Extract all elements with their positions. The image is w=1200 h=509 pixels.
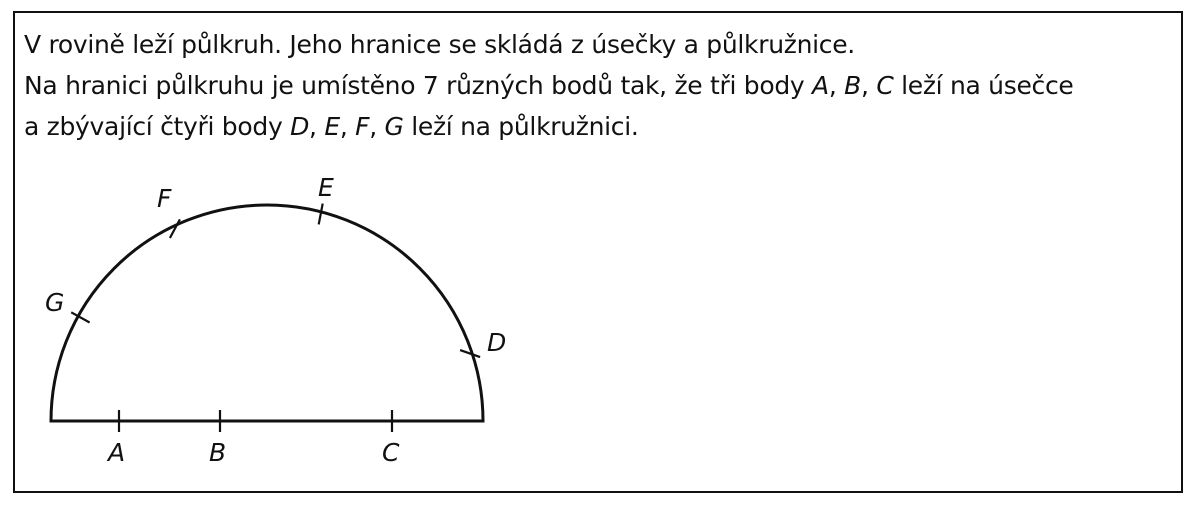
label-e: E bbox=[318, 173, 334, 202]
point-name-c: C bbox=[876, 71, 894, 100]
point-name-b: B bbox=[844, 71, 862, 100]
label-g: G bbox=[45, 288, 65, 317]
statement-line-1: V rovině leží půlkruh. Jeho hranice se skládá z úsečky a půlkružnice. bbox=[24, 30, 855, 59]
point-name-a: A bbox=[812, 71, 829, 100]
label-c: C bbox=[382, 438, 400, 467]
point-name-f: F bbox=[355, 112, 370, 141]
label-a: A bbox=[108, 438, 126, 467]
semicircle-arc bbox=[51, 205, 483, 421]
label-d: D bbox=[487, 328, 507, 357]
label-b: B bbox=[209, 438, 227, 467]
point-name-e: E bbox=[324, 112, 340, 141]
tick-e bbox=[319, 204, 323, 225]
point-name-d: D bbox=[290, 112, 310, 141]
statement-line-2: Na hranici půlkruhu je umístěno 7 různých bodů tak, že tři body A, B, C leží na úsečce bbox=[24, 71, 1074, 100]
point-name-g: G bbox=[384, 112, 404, 141]
statement-line-3: a zbývající čtyři body D, E, F, G leží na půlkružnici. bbox=[24, 112, 639, 141]
label-f: F bbox=[157, 184, 172, 213]
